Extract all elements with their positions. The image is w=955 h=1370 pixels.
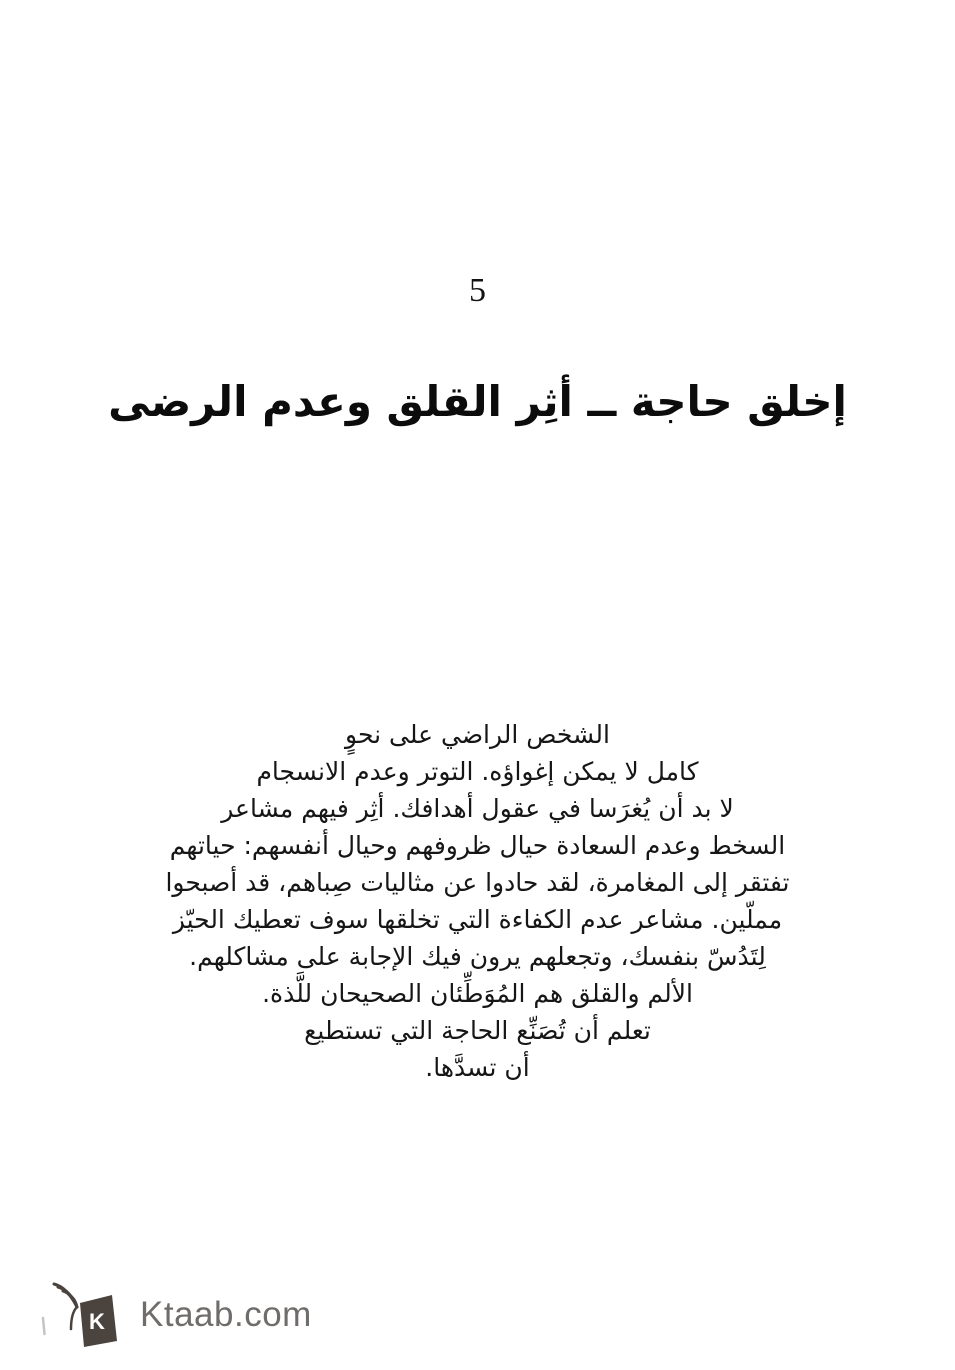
- chapter-number: 5: [469, 272, 486, 309]
- body-line: لِتَدُسّ بنفسك، وتجعلهم يرون فيك الإجابة على مشاكلهم.: [189, 942, 766, 971]
- body-line: كامل لا يمكن إغواؤه. التوتر وعدم الانسجام: [256, 757, 699, 786]
- logo-letter: K: [89, 1309, 105, 1334]
- body-line: لا بد أن يُغرَسا في عقول أهدافك. أثِر فيهم مشاعر: [221, 794, 734, 823]
- body-line: تعلم أن تُصَنِّع الحاجة التي تستطيع: [304, 1016, 651, 1045]
- body-line: أن تسدَّها.: [425, 1053, 530, 1082]
- body-line: السخط وعدم السعادة حيال ظروفهم وحيال أنفسهم: حياتهم: [169, 831, 786, 860]
- chapter-title: إخلق حاجة ــ أثِر القلق وعدم الرضى: [108, 377, 847, 426]
- body-line: الشخص الراضي على نحوٍ: [345, 720, 610, 749]
- body-line: تفتقر إلى المغامرة، لقد حادوا عن مثاليات صِباهم، قد أصبحوا: [165, 868, 790, 897]
- book-spine-icon: [71, 1307, 77, 1329]
- ktaab-logo-text[interactable]: Ktaab.com: [140, 1295, 312, 1334]
- body-line: الألم والقلق هم المُوَطِّئان الصحيحان للَّذة.: [262, 979, 693, 1008]
- fanned-pages-icon: [54, 1284, 77, 1307]
- body-line: مملّين. مشاعر عدم الكفاءة التي تخلقها سوف تعطيك الحيّز: [172, 905, 783, 934]
- body-text: [0, 716, 955, 1086]
- ktaab-logo[interactable]: [40, 1281, 312, 1349]
- book-icon: [40, 1281, 130, 1349]
- page-tick-icon: [43, 1318, 45, 1334]
